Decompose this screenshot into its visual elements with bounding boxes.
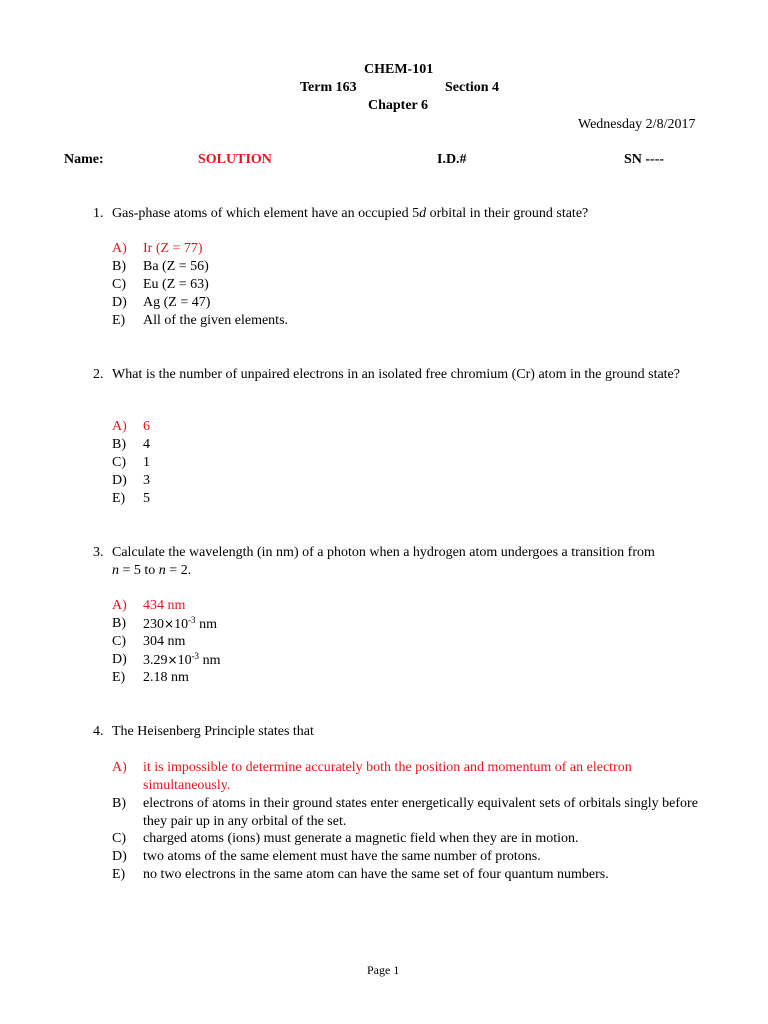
option-text: two atoms of the same element must have the same number of protons. bbox=[143, 849, 541, 864]
option-text: Ba (Z = 56) bbox=[143, 259, 209, 274]
option-text bbox=[143, 615, 703, 634]
option-letter: E) bbox=[112, 491, 126, 506]
question-text-part: Gas-phase atoms of which element have an occupied 5 bbox=[112, 206, 420, 221]
option-letter: C) bbox=[112, 634, 126, 649]
unit: nm bbox=[199, 653, 221, 668]
option-letter: A) bbox=[112, 241, 127, 256]
exam-date: Wednesday 2/8/2017 bbox=[578, 117, 696, 132]
question-number: 2. bbox=[93, 367, 104, 382]
name-label: Name: bbox=[64, 152, 104, 167]
option-letter: A) bbox=[112, 419, 127, 434]
sci-exponent: -3 bbox=[188, 615, 196, 625]
option-letter: B) bbox=[112, 616, 126, 631]
option-text: All of the given elements. bbox=[143, 313, 289, 328]
option-letter: C) bbox=[112, 831, 126, 846]
question-text-part: orbital in their ground state? bbox=[426, 206, 589, 221]
sci-mantissa: 230 bbox=[143, 617, 164, 632]
question-text-line-2 bbox=[112, 562, 702, 580]
option-text: 6 bbox=[143, 419, 150, 434]
option-text: electrons of atoms in their ground states enter energetically equivalent sets of orbitals singly before they pair up in any orbital of the set. bbox=[143, 796, 698, 829]
option-text: Ag (Z = 47) bbox=[143, 295, 211, 310]
orbital-italic: d bbox=[419, 206, 427, 221]
sci-exponent: -3 bbox=[191, 651, 200, 661]
section-label: Section 4 bbox=[445, 80, 500, 95]
option-letter: D) bbox=[112, 473, 127, 488]
sci-base: 10 bbox=[174, 617, 189, 632]
times-sign: × bbox=[164, 617, 175, 631]
option-text: no two electrons in the same atom can have the same set of four quantum numbers. bbox=[143, 867, 609, 882]
option-letter: E) bbox=[112, 313, 126, 328]
option-letter: D) bbox=[112, 295, 127, 310]
option-letter: D) bbox=[112, 849, 127, 864]
course-code: CHEM-101 bbox=[364, 62, 434, 77]
chapter-label: Chapter 6 bbox=[368, 98, 429, 113]
name-value: SOLUTION bbox=[198, 152, 272, 167]
option-letter: C) bbox=[112, 277, 126, 292]
option-letter: D) bbox=[112, 652, 127, 667]
option-text: charged atoms (ions) must generate a magnetic field when they are in motion. bbox=[143, 831, 579, 846]
option-text: 4 bbox=[143, 437, 150, 452]
option-letter: C) bbox=[112, 455, 126, 470]
option-text: Eu (Z = 63) bbox=[143, 277, 209, 292]
option-letter: E) bbox=[112, 867, 126, 882]
times-sign: × bbox=[167, 653, 178, 667]
question-number: 3. bbox=[93, 545, 104, 560]
sn-label: SN ---- bbox=[624, 152, 665, 167]
question-number: 1. bbox=[93, 206, 104, 221]
option-text: Ir (Z = 77) bbox=[143, 241, 203, 256]
question-text: What is the number of unpaired electrons in an isolated free chromium (Cr) atom in the ground state? bbox=[112, 367, 680, 382]
quantum-number-var: n bbox=[112, 563, 119, 578]
question-text-part: = 5 to bbox=[119, 563, 159, 578]
option-text: 5 bbox=[143, 491, 150, 506]
sci-base: 10 bbox=[177, 653, 192, 668]
option-letter: A) bbox=[112, 760, 127, 775]
page-number: Page 1 bbox=[367, 963, 400, 977]
question-text-part: = 2. bbox=[165, 563, 192, 578]
unit: nm bbox=[195, 617, 217, 632]
question-text bbox=[112, 205, 702, 223]
option-text bbox=[143, 651, 703, 670]
quantum-number-var: n bbox=[158, 563, 166, 578]
option-text: 434 nm bbox=[143, 598, 186, 613]
question-number: 4. bbox=[93, 724, 104, 739]
id-label: I.D.# bbox=[437, 152, 467, 167]
option-letter: B) bbox=[112, 259, 126, 274]
question-text-line-1: Calculate the wavelength (in nm) of a photon when a hydrogen atom undergoes a transition from bbox=[112, 545, 655, 560]
term-label: Term 163 bbox=[300, 80, 357, 95]
question-text: The Heisenberg Principle states that bbox=[112, 724, 314, 739]
option-letter: B) bbox=[112, 437, 126, 452]
option-letter: A) bbox=[112, 598, 127, 613]
option-text: 3 bbox=[143, 473, 150, 488]
sci-mantissa: 3.29 bbox=[143, 653, 168, 668]
option-letter: B) bbox=[112, 796, 126, 811]
option-text: 304 nm bbox=[143, 634, 186, 649]
option-text: it is impossible to determine accurately both the position and momentum of an electron simultaneously. bbox=[143, 760, 632, 793]
option-text: 2.18 nm bbox=[143, 670, 189, 685]
option-text: 1 bbox=[143, 455, 150, 470]
option-letter: E) bbox=[112, 670, 126, 685]
